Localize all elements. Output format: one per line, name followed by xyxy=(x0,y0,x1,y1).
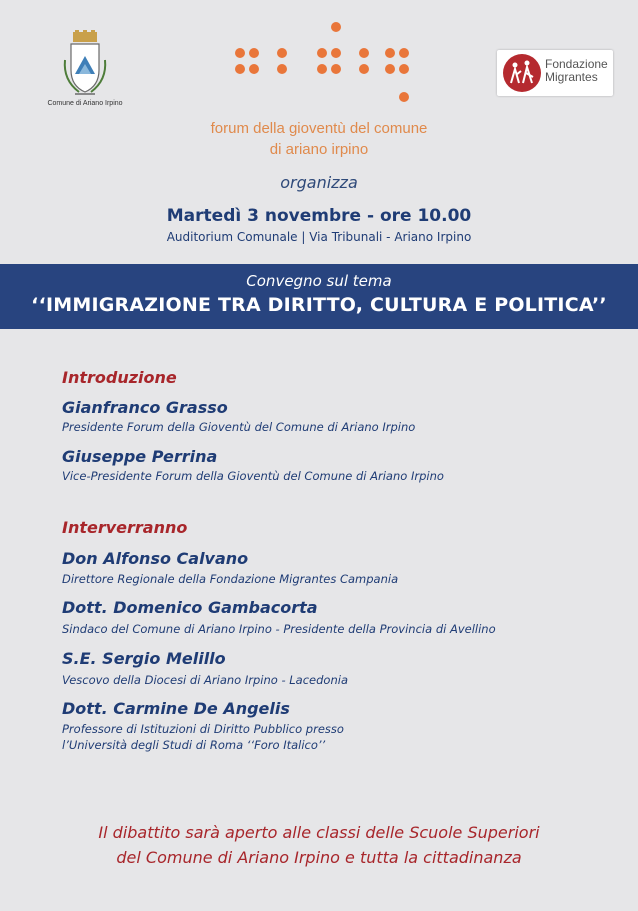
speakers-heading: Interverranno xyxy=(62,518,188,537)
conference-title: ‘‘IMMIGRAZIONE TRA DIRITTO, CULTURA E POLITICA’’ xyxy=(31,294,607,316)
speaker-name: S.E. Sergio Melillo xyxy=(62,649,226,668)
speaker-name: Dott. Domenico Gambacorta xyxy=(62,598,318,617)
intro-heading: Introduzione xyxy=(62,368,177,387)
closing-line1: Il dibattito sarà aperto alle classi delle Scuole Superiori xyxy=(98,823,540,842)
fondazione-migrantes-logo xyxy=(497,50,613,96)
banner-pretitle: Convegno sul tema xyxy=(246,272,392,290)
organizer-line1: forum della gioventù del comune xyxy=(210,120,428,137)
intro-speaker-name: Gianfranco Grasso xyxy=(62,398,228,417)
closing-line2: del Comune di Ariano Irpino e tutta la cittadinanza xyxy=(116,848,522,867)
speaker-role: Direttore Regionale della Fondazione Migrantes Campania xyxy=(62,572,399,586)
right-logo-line2: Migrantes xyxy=(545,70,598,84)
closing-note xyxy=(0,820,638,870)
organizza-label: organizza xyxy=(280,173,358,192)
coat-of-arms-icon xyxy=(61,30,109,98)
speaker-name: Don Alfonso Calvano xyxy=(62,549,249,568)
speaker-role: Sindaco del Comune di Ariano Irpino - Presidente della Provincia di Avellino xyxy=(62,622,496,636)
speaker-name: Dott. Carmine De Angelis xyxy=(62,699,290,718)
intro-speaker-role: Vice-Presidente Forum della Gioventù del Comune di Ariano Irpino xyxy=(62,469,444,483)
intro-speaker-role: Presidente Forum della Gioventù del Comune di Ariano Irpino xyxy=(62,420,416,434)
comune-coat-of-arms xyxy=(40,30,130,107)
forum-dots-logo xyxy=(232,20,412,106)
intro-speaker-name: Giuseppe Perrina xyxy=(62,447,218,466)
migrantes-emblem-icon xyxy=(501,53,543,93)
left-logo-caption: Comune di Ariano Irpino xyxy=(47,100,123,107)
event-venue: Auditorium Comunale | Via Tribunali - Ariano Irpino xyxy=(166,230,472,244)
event-date: Martedì 3 novembre - ore 10.00 xyxy=(166,206,472,226)
speaker-role: Vescovo della Diocesi di Ariano Irpino - Lacedonia xyxy=(62,673,348,687)
right-logo-line1: Fondazione xyxy=(545,57,608,71)
organizer-line2: di ariano irpino xyxy=(269,141,369,158)
organizer-name xyxy=(0,118,638,160)
title-banner xyxy=(0,264,638,329)
speaker-role: Professore di Istituzioni di Diritto Pubblico presso xyxy=(62,722,344,736)
speaker-role-continued: l’Università degli Studi di Roma ‘‘Foro Italico’’ xyxy=(62,738,326,752)
